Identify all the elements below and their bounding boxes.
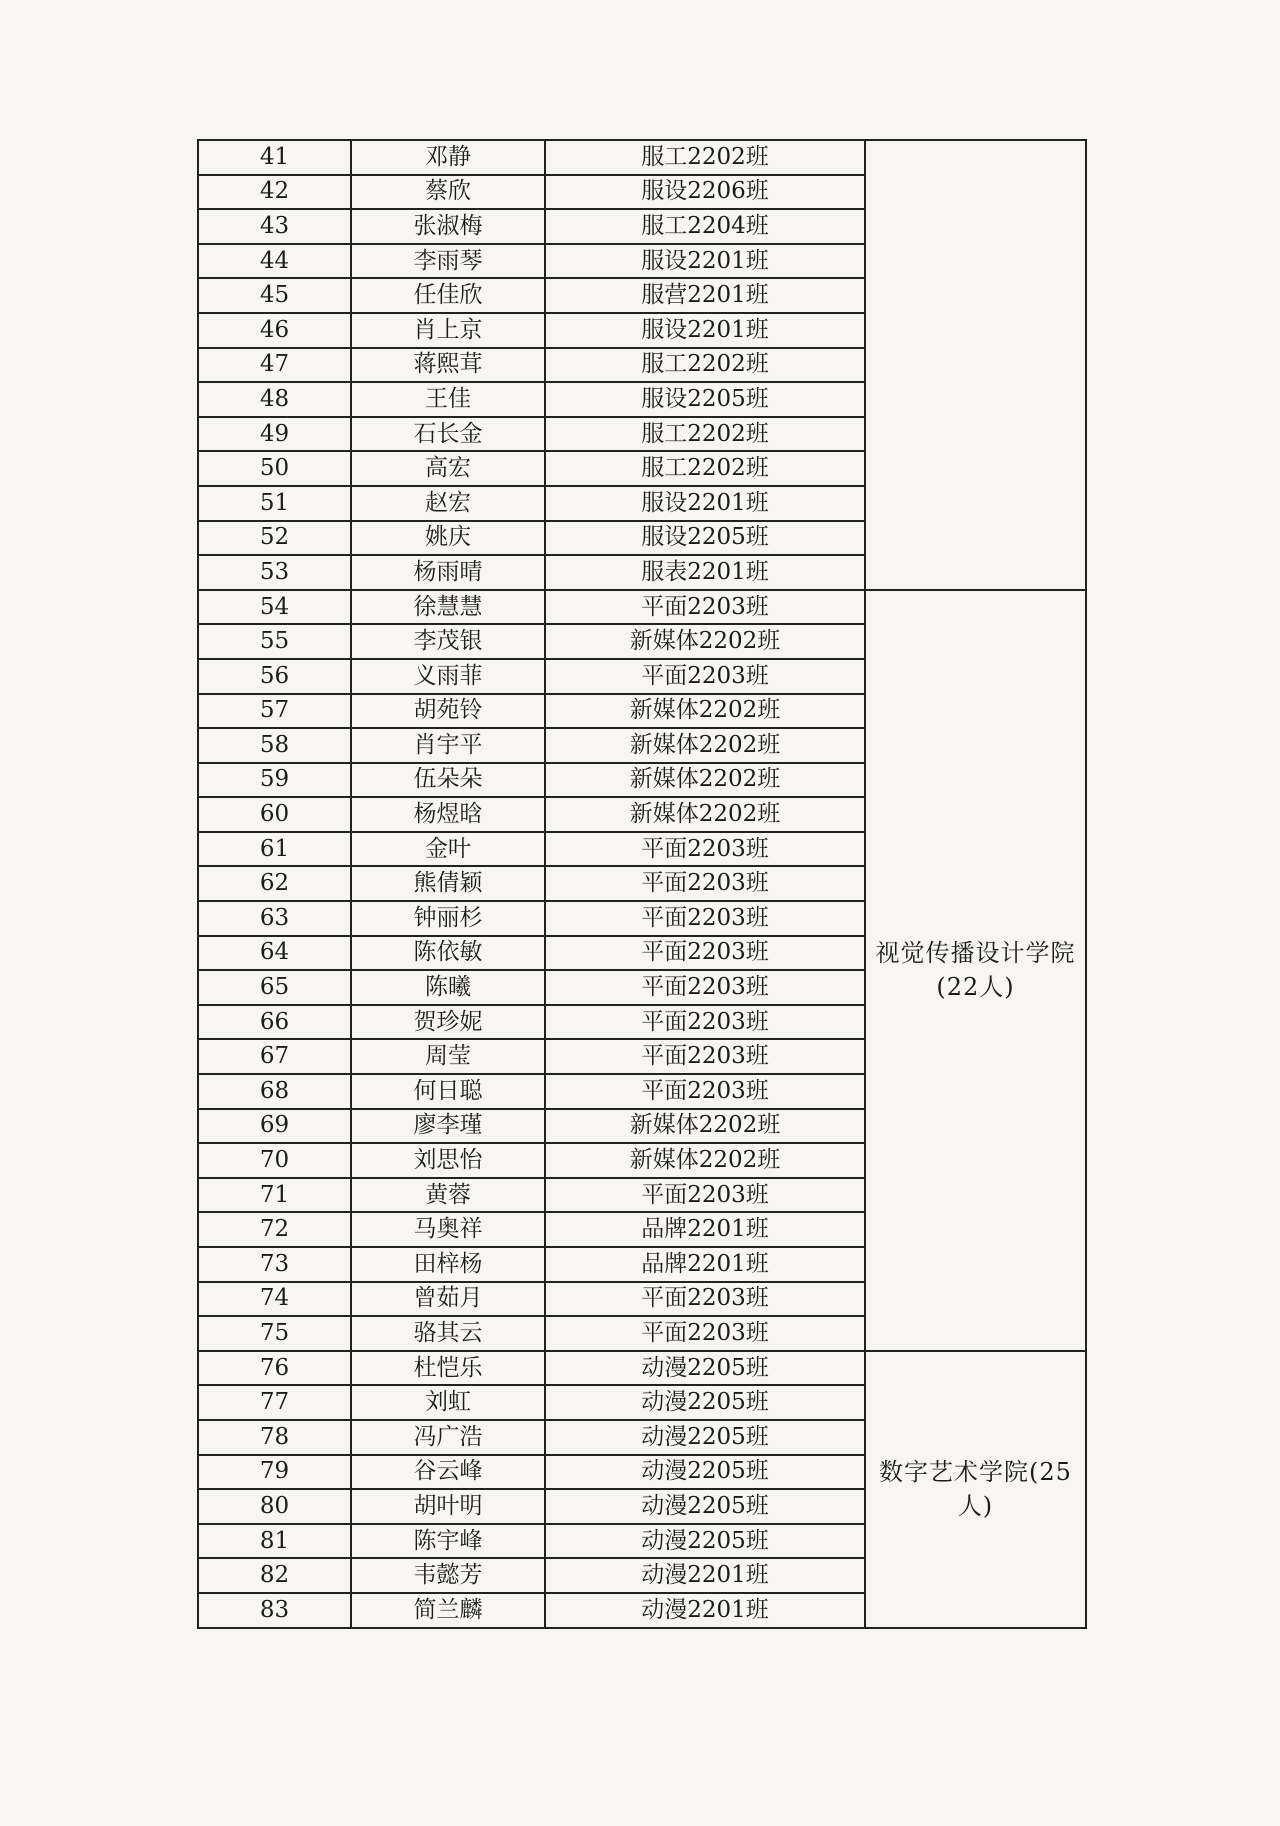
student-name-cell: 蔡欣 [351,175,545,210]
student-name-cell: 胡叶明 [351,1489,545,1524]
class-name-cell: 平面2203班 [545,866,865,901]
table-row [198,590,1086,625]
student-name-cell: 赵宏 [351,486,545,521]
class-name-cell: 动漫2205班 [545,1524,865,1559]
class-name-cell: 服设2205班 [545,521,865,556]
class-name-cell: 动漫2205班 [545,1420,865,1455]
student-name-cell: 陈宇峰 [351,1524,545,1559]
serial-number-cell: 55 [198,624,351,659]
student-name-cell: 义雨菲 [351,659,545,694]
class-name-cell: 平面2203班 [545,1039,865,1074]
student-name-cell: 陈依敏 [351,936,545,971]
student-name-cell: 贺珍妮 [351,1005,545,1040]
student-name-cell: 肖宇平 [351,728,545,763]
class-name-cell: 动漫2201班 [545,1593,865,1628]
serial-number-cell: 81 [198,1524,351,1559]
student-name-cell: 黄蓉 [351,1178,545,1213]
student-name-cell: 张淑梅 [351,209,545,244]
class-name-cell: 平面2203班 [545,970,865,1005]
serial-number-cell: 46 [198,313,351,348]
student-name-cell: 邓静 [351,140,545,175]
serial-number-cell: 51 [198,486,351,521]
class-name-cell: 服设2201班 [545,486,865,521]
class-name-cell: 品牌2201班 [545,1247,865,1282]
college-cell: 视觉传播设计学院(22人) [865,590,1086,1351]
student-name-cell: 徐慧慧 [351,590,545,625]
class-name-cell: 服设2201班 [545,313,865,348]
serial-number-cell: 42 [198,175,351,210]
serial-number-cell: 77 [198,1385,351,1420]
class-name-cell: 动漫2205班 [545,1351,865,1386]
class-name-cell: 服工2202班 [545,451,865,486]
student-name-cell: 任佳欣 [351,278,545,313]
serial-number-cell: 66 [198,1005,351,1040]
serial-number-cell: 83 [198,1593,351,1628]
student-name-cell: 冯广浩 [351,1420,545,1455]
student-name-cell: 李雨琴 [351,244,545,279]
student-name-cell: 刘思怡 [351,1143,545,1178]
class-name-cell: 新媒体2202班 [545,728,865,763]
college-cell [865,140,1086,590]
serial-number-cell: 60 [198,797,351,832]
roster-table-body [198,140,1086,1628]
serial-number-cell: 76 [198,1351,351,1386]
serial-number-cell: 49 [198,417,351,452]
serial-number-cell: 62 [198,866,351,901]
class-name-cell: 服设2206班 [545,175,865,210]
serial-number-cell: 43 [198,209,351,244]
class-name-cell: 动漫2205班 [545,1455,865,1490]
class-name-cell: 服工2202班 [545,140,865,175]
class-name-cell: 平面2203班 [545,936,865,971]
class-name-cell: 平面2203班 [545,832,865,867]
serial-number-cell: 47 [198,348,351,383]
serial-number-cell: 54 [198,590,351,625]
serial-number-cell: 59 [198,763,351,798]
serial-number-cell: 44 [198,244,351,279]
student-name-cell: 廖李瑾 [351,1109,545,1144]
student-name-cell: 胡苑铃 [351,694,545,729]
student-name-cell: 熊倩颖 [351,866,545,901]
class-name-cell: 服表2201班 [545,555,865,590]
serial-number-cell: 50 [198,451,351,486]
serial-number-cell: 74 [198,1282,351,1317]
class-name-cell: 服设2201班 [545,244,865,279]
roster-table [197,139,1087,1629]
serial-number-cell: 57 [198,694,351,729]
class-name-cell: 新媒体2202班 [545,1109,865,1144]
serial-number-cell: 41 [198,140,351,175]
student-name-cell: 杨煜晗 [351,797,545,832]
serial-number-cell: 72 [198,1212,351,1247]
class-name-cell: 服营2201班 [545,278,865,313]
class-name-cell: 服工2202班 [545,417,865,452]
class-name-cell: 新媒体2202班 [545,694,865,729]
serial-number-cell: 70 [198,1143,351,1178]
class-name-cell: 服工2204班 [545,209,865,244]
serial-number-cell: 69 [198,1109,351,1144]
serial-number-cell: 67 [198,1039,351,1074]
class-name-cell: 动漫2205班 [545,1385,865,1420]
class-name-cell: 动漫2201班 [545,1558,865,1593]
serial-number-cell: 52 [198,521,351,556]
serial-number-cell: 65 [198,970,351,1005]
serial-number-cell: 64 [198,936,351,971]
class-name-cell: 平面2203班 [545,1316,865,1351]
student-name-cell: 蒋熙茸 [351,348,545,383]
class-name-cell: 平面2203班 [545,659,865,694]
college-cell: 数字艺术学院(25人) [865,1351,1086,1628]
serial-number-cell: 56 [198,659,351,694]
student-name-cell: 高宏 [351,451,545,486]
student-name-cell: 王佳 [351,382,545,417]
class-name-cell: 平面2203班 [545,1005,865,1040]
student-name-cell: 姚庆 [351,521,545,556]
serial-number-cell: 53 [198,555,351,590]
serial-number-cell: 68 [198,1074,351,1109]
student-name-cell: 钟丽杉 [351,901,545,936]
student-name-cell: 金叶 [351,832,545,867]
student-name-cell: 韦懿芳 [351,1558,545,1593]
class-name-cell: 动漫2205班 [545,1489,865,1524]
student-name-cell: 何日聪 [351,1074,545,1109]
student-name-cell: 李茂银 [351,624,545,659]
class-name-cell: 服设2205班 [545,382,865,417]
serial-number-cell: 82 [198,1558,351,1593]
class-name-cell: 新媒体2202班 [545,763,865,798]
student-name-cell: 骆其云 [351,1316,545,1351]
student-name-cell: 刘虹 [351,1385,545,1420]
serial-number-cell: 58 [198,728,351,763]
student-name-cell: 石长金 [351,417,545,452]
serial-number-cell: 61 [198,832,351,867]
class-name-cell: 平面2203班 [545,1282,865,1317]
serial-number-cell: 73 [198,1247,351,1282]
serial-number-cell: 79 [198,1455,351,1490]
serial-number-cell: 71 [198,1178,351,1213]
serial-number-cell: 45 [198,278,351,313]
class-name-cell: 平面2203班 [545,590,865,625]
table-row [198,140,1086,175]
student-name-cell: 肖上京 [351,313,545,348]
table-row [198,1351,1086,1386]
student-name-cell: 谷云峰 [351,1455,545,1490]
serial-number-cell: 80 [198,1489,351,1524]
serial-number-cell: 78 [198,1420,351,1455]
student-name-cell: 田梓杨 [351,1247,545,1282]
class-name-cell: 品牌2201班 [545,1212,865,1247]
student-name-cell: 杜恺乐 [351,1351,545,1386]
class-name-cell: 新媒体2202班 [545,624,865,659]
student-name-cell: 简兰麟 [351,1593,545,1628]
student-name-cell: 杨雨晴 [351,555,545,590]
class-name-cell: 新媒体2202班 [545,1143,865,1178]
class-name-cell: 平面2203班 [545,901,865,936]
serial-number-cell: 48 [198,382,351,417]
serial-number-cell: 63 [198,901,351,936]
class-name-cell: 服工2202班 [545,348,865,383]
serial-number-cell: 75 [198,1316,351,1351]
student-name-cell: 伍朵朵 [351,763,545,798]
student-name-cell: 周莹 [351,1039,545,1074]
student-name-cell: 马奥祥 [351,1212,545,1247]
student-name-cell: 陈曦 [351,970,545,1005]
class-name-cell: 平面2203班 [545,1178,865,1213]
class-name-cell: 新媒体2202班 [545,797,865,832]
class-name-cell: 平面2203班 [545,1074,865,1109]
student-name-cell: 曾茹月 [351,1282,545,1317]
